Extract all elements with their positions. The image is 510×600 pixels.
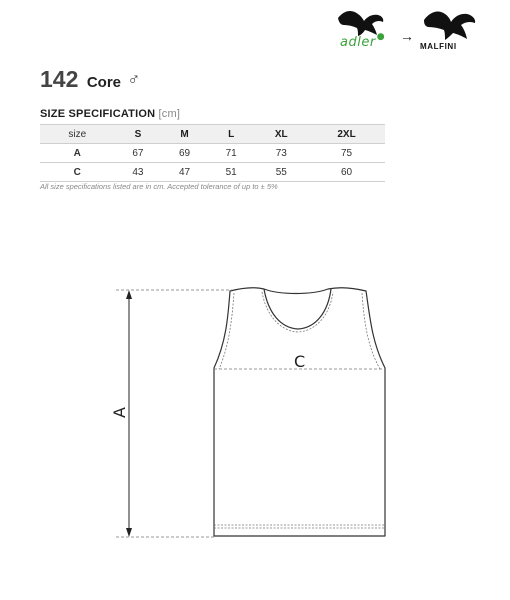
product-name: Core bbox=[86, 74, 122, 91]
measure-a-label: A bbox=[109, 407, 129, 418]
size-header-m: M bbox=[161, 125, 208, 144]
adler-wordmark: adler● bbox=[340, 32, 386, 50]
table-cell: 51 bbox=[225, 166, 237, 178]
arrow-up-icon bbox=[126, 290, 132, 299]
size-header-label: size bbox=[40, 125, 115, 144]
table-cell: 69 bbox=[178, 147, 191, 159]
row-label: C bbox=[73, 166, 81, 178]
table-cell: 60 bbox=[340, 166, 353, 178]
table-cell: 73 bbox=[275, 147, 287, 159]
tolerance-note: All size specifications listed are in cm. Accepted tolerance of up to ± 5% bbox=[40, 182, 278, 191]
table-cell: 75 bbox=[340, 147, 353, 159]
size-spec-unit: [cm] bbox=[158, 108, 181, 120]
size-header-s: S bbox=[115, 125, 162, 144]
measure-c-label: C bbox=[294, 352, 306, 371]
table-cell: 67 bbox=[132, 147, 144, 159]
size-header-l: L bbox=[208, 125, 255, 144]
table-cell: 47 bbox=[178, 166, 191, 178]
row-label: A bbox=[73, 147, 81, 159]
table-cell: 43 bbox=[132, 166, 144, 178]
size-header-2xl: 2XL bbox=[308, 125, 385, 144]
table-cell: 55 bbox=[275, 166, 287, 178]
size-header-xl: XL bbox=[254, 125, 308, 144]
table-cell: 71 bbox=[225, 147, 237, 159]
size-spec-title-text: SIZE SPECIFICATION bbox=[40, 108, 156, 120]
arrow-right-icon: → bbox=[400, 28, 414, 44]
garment-outline bbox=[214, 288, 385, 536]
product-number: 142 bbox=[40, 66, 79, 92]
neckline bbox=[264, 289, 331, 329]
arrow-down-icon bbox=[126, 528, 132, 537]
male-gender-icon: ♂ bbox=[127, 70, 141, 89]
malfini-wordmark: MALFINI bbox=[420, 42, 457, 51]
